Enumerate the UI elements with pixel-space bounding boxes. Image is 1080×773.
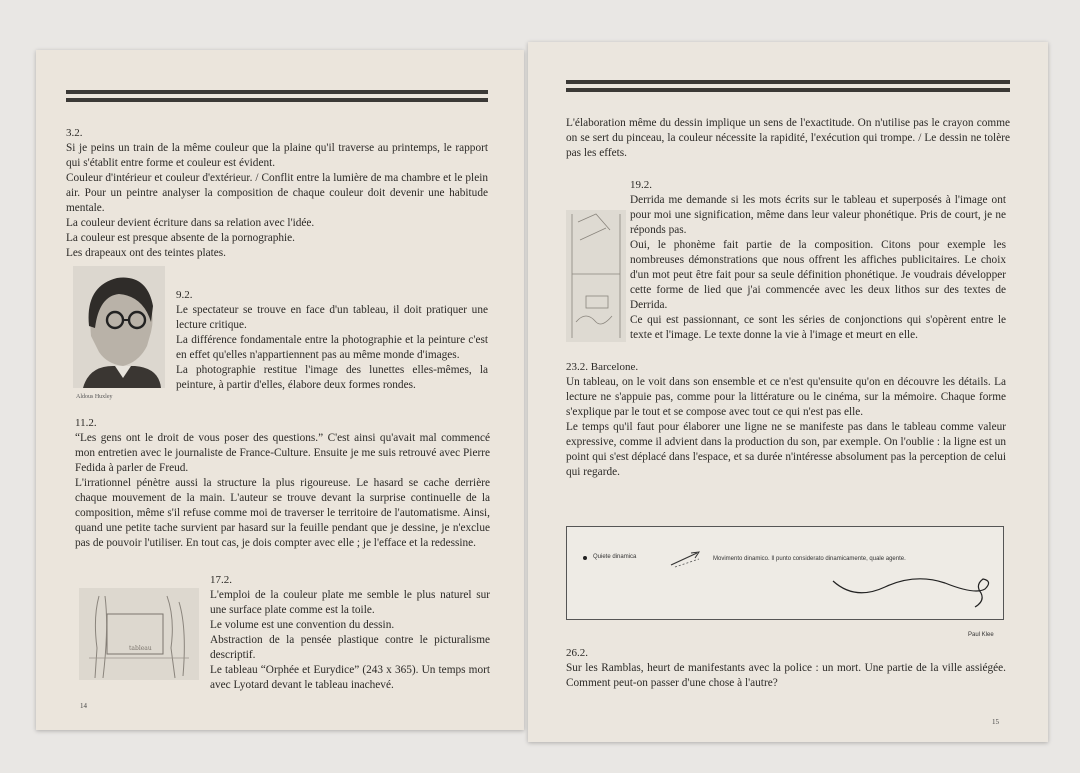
section-heading: 26.2. [566,647,588,659]
paragraph: La couleur devient écriture dans sa relation avec l'idée. [66,217,315,229]
section-heading: 3.2. [66,127,83,139]
paragraph: Derrida me demande si les mots écrits sur le tableau et superposés à l'image ont pour moi une signification, même dans leur valeur phonétique. Pris de court, je ne réponds pas. [630,194,1006,236]
paragraph: La différence fondamentale entre la photographie et la peinture c'est en effet qu'elles n'appartiennent pas au même monde d'images. [176,334,488,361]
page-number-right: 15 [992,718,999,726]
litho-sketch [566,210,626,342]
section-heading: 11.2. [75,417,97,429]
paragraph: Abstraction de la pensée plastique contre le picturalisme descriptif. [210,634,490,661]
klee-diagram [566,526,1004,620]
paragraph: L'élaboration même du dessin implique un sens de l'exactitude. On n'utilise pas le crayon comme on se sert du pinceau, la couleur nécessite la rapidité, l'exécution qui trompe. / Le dessin ne tolère pas les effets. [566,117,1010,159]
paragraph: Le tableau “Orphée et Eurydice” (243 x 365). Un temps mort avec Lyotard devant le tableau inachevé. [210,664,490,691]
paragraph: Ce qui est passionnant, ce sont les séries de conjonctions qui s'opèrent entre le texte et l'image. Le texte donne la vie à l'image et meurt en elle. [630,314,1006,341]
paragraph: “Les gens ont le droit de vous poser des questions.” C'est ainsi qu'avait mal commencé mon entretien avec le journaliste de France-Culture. Ensuite je me suis retrouvé avec Pierre Fedida à parler de Freud. [75,432,490,474]
klee-label-left: Quiete dinamica [593,554,637,560]
paragraph: La couleur est presque absente de la pornographie. [66,232,295,244]
paragraph: Oui, le phonème fait partie de la composition. Citons pour exemple les nombreuses démonstrations que nous offrent les affiches publicitaires. Le choix d'un mot peut être fait pour sa seule définition phonétique. Je voudrais développer cette forme de lied que j'ai commencée avec les deux lithos sur des textes de Derrida. [630,239,1006,311]
static-point [583,556,587,560]
paragraph: Le temps qu'il faut pour élaborer une ligne ne se manifeste pas dans le tableau comme valeur expressive, comme il advient dans la production du son, par exemple. On l'oublie : la ligne est un point qui s'est déplacé dans l'espace, et sa durée n'intéresse absolument pas la perception de celui qui regarde. [566,421,1006,478]
paragraph: Le spectateur se trouve en face d'un tableau, il doit pratiquer une lecture critique. [176,304,488,331]
section-heading: 19.2. [630,179,652,191]
portrait-photo [73,266,165,388]
sketch-image [79,588,199,680]
svg-text:tableau: tableau [129,645,152,652]
paragraph: Les drapeaux ont des teintes plates. [66,247,226,259]
paragraph: Si je peins un train de la même couleur que la plaine qu'il traverse au printemps, le rapport qui s'établit entre forme et couleur est évident. [66,142,488,169]
right-header-rule [566,80,1010,96]
section-11-2 [75,416,490,551]
photo-caption: Aldous Huxley [76,394,113,400]
section-3-2 [66,126,488,261]
section-23-2 [566,360,1006,480]
section-17-2 [210,573,490,693]
page-number-left: 14 [80,702,87,710]
section-heading: 23.2. Barcelone. [566,361,639,373]
paragraph: Couleur d'intérieur et couleur d'extérieur. / Conflit entre la lumière de ma chambre et le plein air. Pour un peintre analyser la composition de chaque couleur doit devenir une habitude mentale. [66,172,488,214]
section-heading: 17.2. [210,574,232,586]
paragraph: L'emploi de la couleur plate me semble le plus naturel sur une surface plate comme est la toile. [210,589,490,616]
klee-label-right: Movimento dinamico. Il punto considerato dinamicamente, quale agente. [713,556,906,562]
intro-paragraph [566,116,1010,161]
section-26-2 [566,646,1006,691]
klee-credit: Paul Klee [968,632,994,638]
paragraph: Un tableau, on le voit dans son ensemble et ce n'est qu'ensuite qu'on en découvre les détails. La lecture ne s'appuie pas, comme pour la littérature ou le cinéma, sur la mémoire. Chaque forme s'explique par le tout et se compose avec tout ce qui n'est pas elle. [566,376,1006,418]
section-9-2 [176,288,488,393]
paragraph: Sur les Ramblas, heurt de manifestants avec la police : un mort. Une partie de la ville assiégée. Comment peut-on passer d'une chose à l'autre? [566,662,1006,689]
left-header-rule [66,90,488,106]
paragraph: L'irrationnel pénètre aussi la structure la plus rigoureuse. Le hasard se cache derrière chaque mouvement de la main. L'auteur se trouve devant la surprise continuelle de la composition, même s'il refuse comme moi de traverser le territoire de l'automatisme. Ainsi, quand une petite tache survient par hasard sur la feuille pendant que je dessine, je n'exclue pas de pouvoir l'utiliser. En tout cas, je dois compter avec elle ; je l'efface et la redessine. [75,477,490,549]
paragraph: La photographie restitue l'image des lunettes elles-mêmes, la peinture, à partir d'elles, élabore deux formes rondes. [176,364,488,391]
arrow-icon [669,549,709,569]
paragraph: Le volume est une convention du dessin. [210,619,395,631]
section-19-2 [630,178,1006,343]
dynamic-line [825,571,995,613]
section-heading: 9.2. [176,289,193,301]
